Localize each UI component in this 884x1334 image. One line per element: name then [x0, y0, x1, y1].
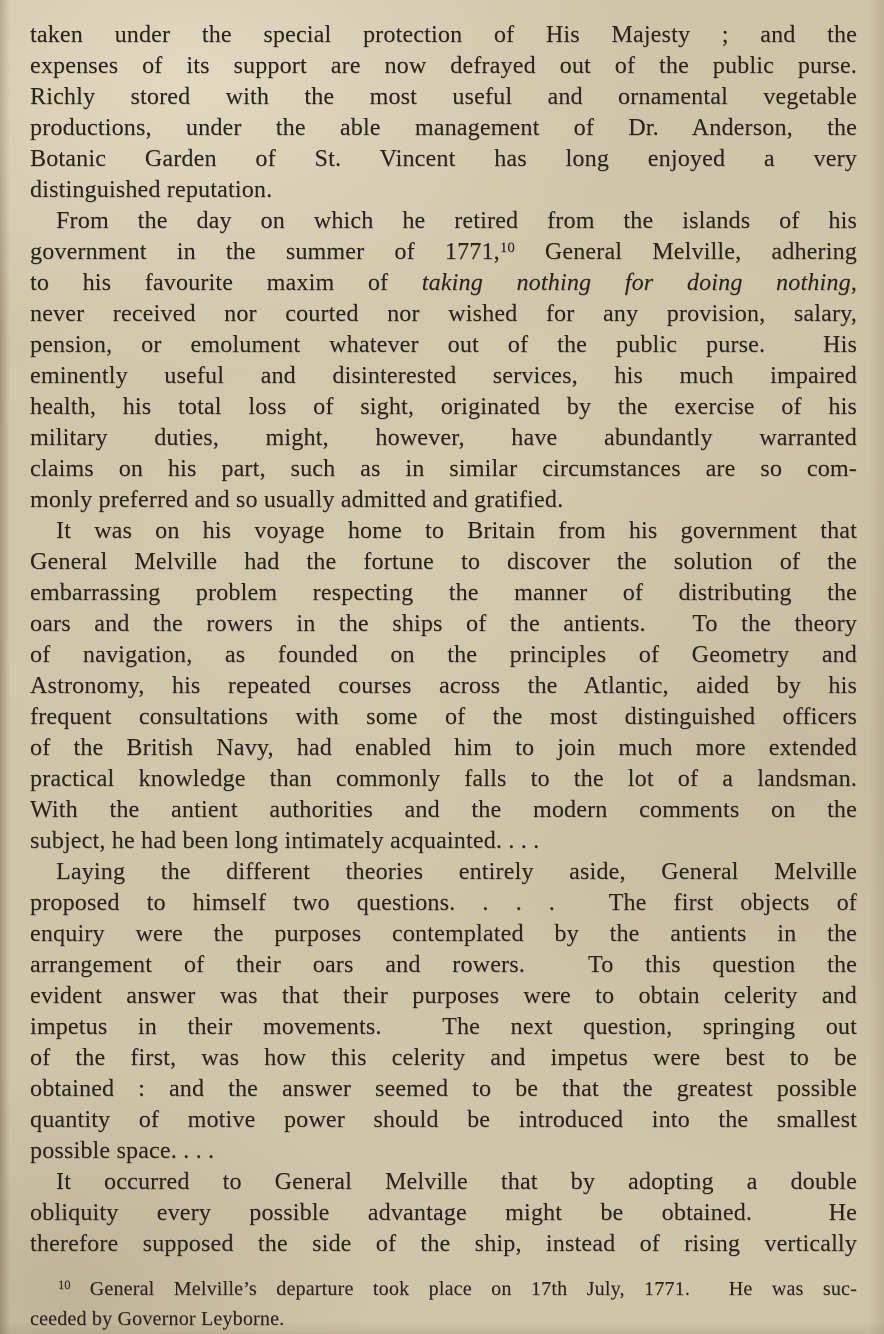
- text-line: practical knowledge than commonly falls to the lot of a landsman.: [30, 766, 857, 792]
- text-line: never received nor courted nor wished for any provision, salary,: [30, 301, 857, 327]
- text-line: Richly stored with the most useful and ornamental vegetable: [30, 84, 857, 110]
- paragraph: [30, 857, 857, 1167]
- paragraph: [30, 20, 857, 206]
- text-line: proposed to himself two questions. . . . The first objects of: [30, 890, 857, 916]
- text-line: impetus in their movements. The next question, springing out: [30, 1014, 857, 1040]
- text-line: distinguished reputation.: [30, 177, 273, 203]
- text-line: evident answer was that their purposes were to obtain celerity and: [30, 983, 857, 1009]
- text-line: eminently useful and disinterested services, his much impaired: [30, 363, 857, 389]
- text-segment: to his favourite maxim of: [30, 270, 422, 296]
- text-line: claims on his part, such as in similar circumstances are so com-: [30, 456, 857, 482]
- text-line: pension, or emolument whatever out of the public purse. His: [30, 332, 857, 358]
- footnote-number: 10: [58, 1278, 71, 1293]
- text-line: With the antient authorities and the modern comments on the: [30, 797, 857, 823]
- text-line: subject, he had been long intimately acquainted. . . .: [30, 828, 540, 854]
- text-line: oars and the rowers in the ships of the antients. To the theory: [30, 611, 857, 637]
- text-line: taken under the special protection of His Majesty ; and the: [30, 22, 857, 48]
- paragraph: [30, 1167, 857, 1260]
- text-line: of the first, was how this celerity and impetus were best to be: [30, 1045, 857, 1071]
- text-line: From the day on which he retired from the islands of his: [56, 208, 857, 234]
- text-line: therefore supposed the side of the ship, instead of rising vertically: [30, 1231, 857, 1257]
- text-line: expenses of its support are now defrayed out of the public purse.: [30, 53, 857, 79]
- text-segment: General Melville, adhering: [514, 239, 857, 265]
- text-line: monly preferred and so usually admitted and gratified.: [30, 487, 564, 513]
- paragraph: [30, 206, 857, 516]
- text-line: productions, under the able management of Dr. Anderson, the: [30, 115, 857, 141]
- footnote-reference-marker: 10: [499, 240, 515, 257]
- text-line: General Melville had the fortune to discover the solution of the: [30, 549, 857, 575]
- text-line: obtained : and the answer seemed to be that the greatest possible: [30, 1076, 857, 1102]
- page-body-text: [30, 20, 857, 1260]
- text-line: Botanic Garden of St. Vincent has long enjoyed a very: [30, 146, 857, 172]
- text-segment: government in the summer of 1771,: [30, 239, 500, 265]
- text-line: of the British Navy, had enabled him to join much more extended: [30, 735, 857, 761]
- footnote-text-segment: General Melville’s departure took place on 17th July, 1771. He was suc-: [70, 1278, 857, 1300]
- footnote-line: ceeded by Governor Leyborne.: [30, 1308, 285, 1330]
- text-line: embarrassing problem respecting the manner of distributing the: [30, 580, 857, 606]
- text-line: [30, 237, 857, 268]
- text-line: [30, 268, 857, 299]
- footnote-line: [30, 1274, 857, 1304]
- paragraph: [30, 516, 857, 857]
- text-line: arrangement of their oars and rowers. To this question the: [30, 952, 857, 978]
- text-line: It occurred to General Melville that by adopting a double: [56, 1169, 857, 1195]
- text-line: possible space. . . .: [30, 1138, 215, 1164]
- text-line: health, his total loss of sight, originated by the exercise of his: [30, 394, 857, 420]
- text-line: Laying the different theories entirely aside, General Melville: [56, 859, 857, 885]
- text-line: Astronomy, his repeated courses across the Atlantic, aided by his: [30, 673, 857, 699]
- text-line: frequent consultations with some of the most distinguished officers: [30, 704, 857, 730]
- text-line: quantity of motive power should be introduced into the smallest: [30, 1107, 857, 1133]
- text-line: enquiry were the purposes contemplated by the antients in the: [30, 921, 857, 947]
- footnote: [30, 1274, 857, 1334]
- text-line: It was on his voyage home to Britain from his government that: [56, 518, 857, 544]
- italic-phrase: taking nothing for doing nothing,: [421, 270, 857, 296]
- text-line: obliquity every possible advantage might be obtained. He: [30, 1200, 857, 1226]
- text-line: military duties, might, however, have abundantly warranted: [30, 425, 857, 451]
- text-line: of navigation, as founded on the principles of Geometry and: [30, 642, 857, 668]
